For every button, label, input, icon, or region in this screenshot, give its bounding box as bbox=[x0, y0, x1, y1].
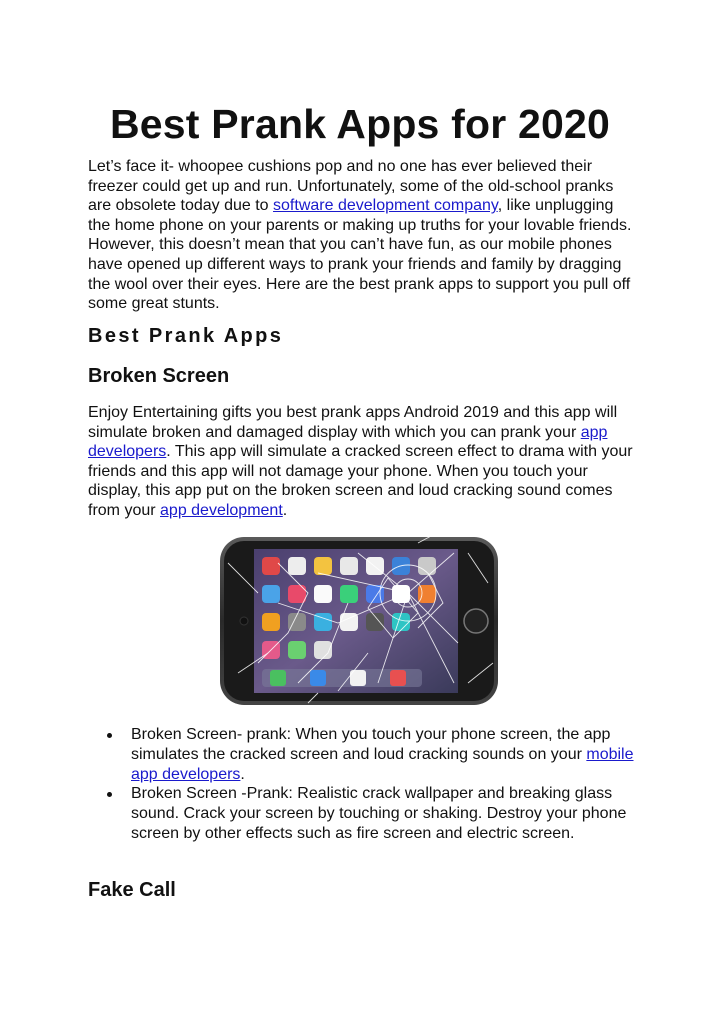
page-title: Best Prank Apps for 2020 bbox=[109, 101, 611, 147]
intro-text-1: Let’s face it- whoopee cushions pop and no one has ever believed their freezer could get up and run. Unfortunately, some of the old-school pranks are obsolete today due to bbox=[88, 158, 614, 215]
broken-screen-paragraph bbox=[88, 403, 638, 521]
bullet-text: Broken Screen -Prank: Realistic crack wallpaper and breaking glass sound. Crack your screen by touching or shaking. Destroy your phone screen by other effects such as fire screen and electric screen. bbox=[131, 785, 627, 842]
cracked-phone-image bbox=[218, 533, 502, 709]
app-developers-link[interactable]: app developers bbox=[88, 423, 608, 461]
section-heading: Best Prank Apps bbox=[88, 325, 284, 347]
list-item bbox=[104, 784, 644, 843]
broken-screen-heading: Broken Screen bbox=[88, 365, 230, 387]
broken-screen-bullets bbox=[104, 725, 644, 844]
bullet-text: Broken Screen- prank: When you touch your phone screen, the app simulates the cracked screen and loud cracking sounds on your bbox=[131, 726, 611, 763]
broken-screen-text-3: . bbox=[282, 501, 288, 519]
software-development-company-link[interactable]: software development company bbox=[273, 197, 498, 215]
broken-screen-text-1: Enjoy Entertaining gifts you best prank apps Android 2019 and this app will simulate broken and damaged display with which you can prank your bbox=[88, 404, 618, 441]
app-development-link[interactable]: app development bbox=[160, 501, 283, 519]
bullet-dot bbox=[107, 733, 112, 738]
intro-paragraph bbox=[88, 157, 638, 314]
mobile-app-developers-link[interactable]: mobile app developers bbox=[131, 745, 634, 783]
intro-text-2: , like unplugging the home phone on your parents or making up truths for your lovable friends. However, this doesn’t mean that you can’t have fun, as our mobile phones have opened up different ways to prank your friends and family by dragging the wool over their eyes. Here are the best prank apps to support you pull off some great stunts. bbox=[88, 197, 632, 313]
bullet-dot bbox=[107, 792, 112, 797]
bullet-text-end: . bbox=[240, 765, 245, 783]
list-item bbox=[104, 725, 644, 784]
fake-call-heading: Fake Call bbox=[88, 879, 176, 901]
broken-screen-text-2: . This app will simulate a cracked screen effect to drama with your friends and this app will not damage your phone. When you touch your display, this app put on the broken screen and loud cracking sound comes from your bbox=[88, 443, 633, 519]
